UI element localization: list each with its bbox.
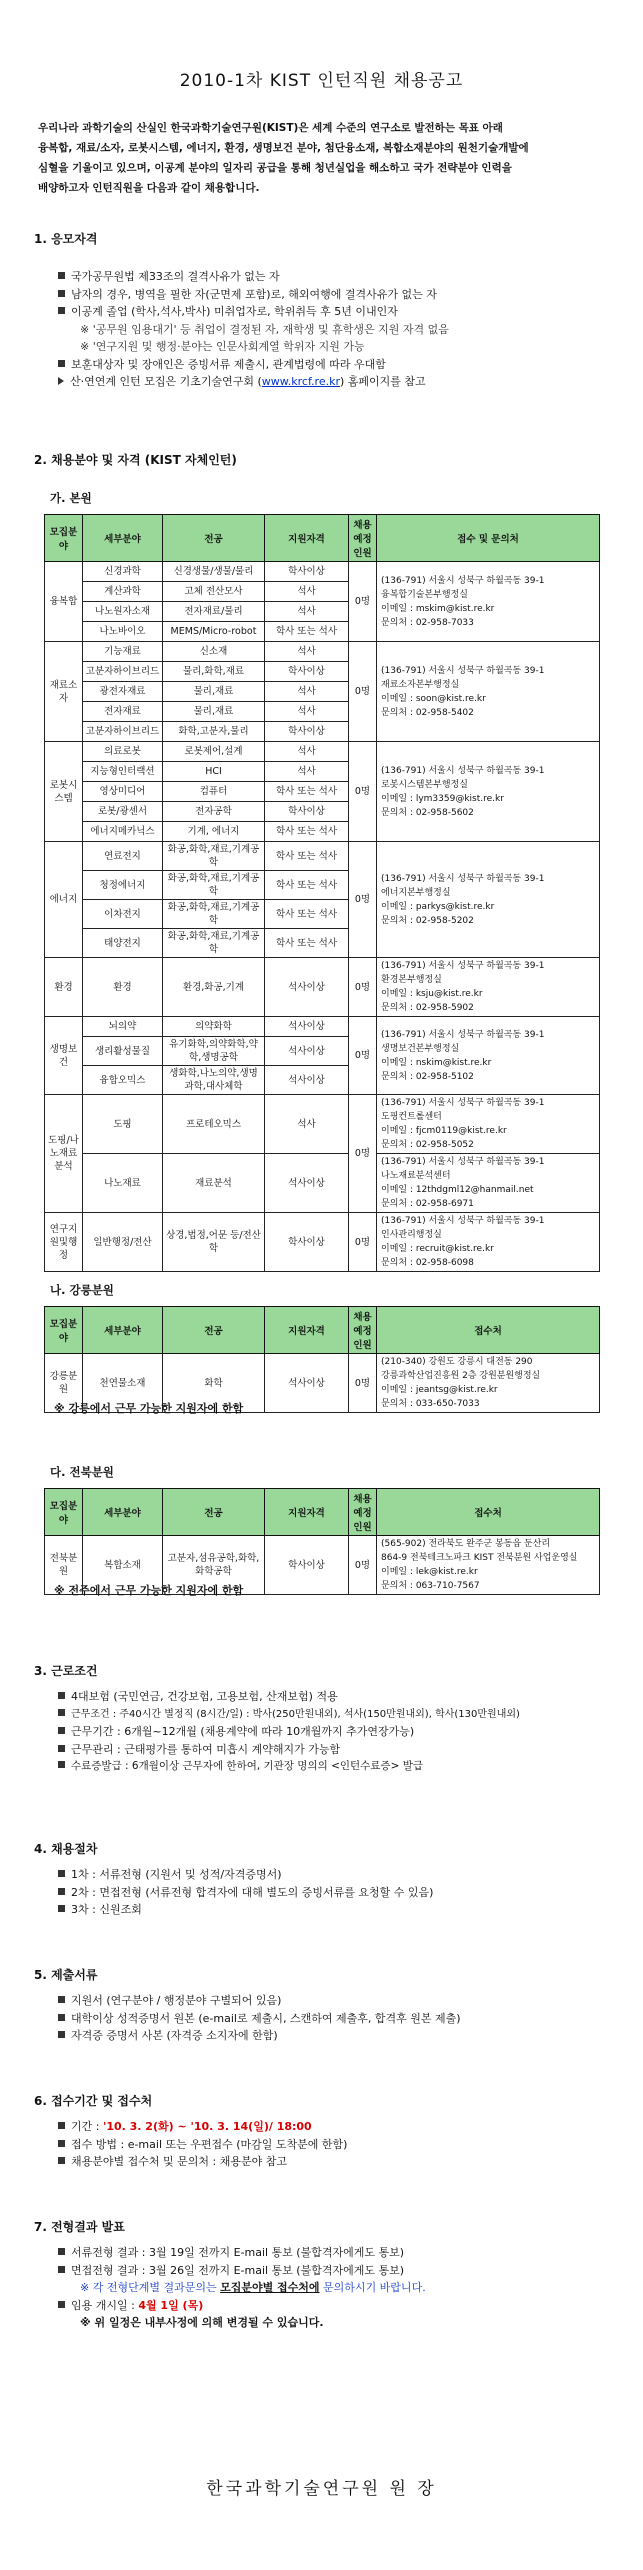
- list-item: 채용분야별 접수처 및 문의처 : 채용분야 참고: [58, 2153, 347, 2171]
- col-header: 지원자격: [265, 1307, 349, 1354]
- subfield-cell: 지능형인터랙션: [83, 762, 163, 782]
- field-cell: 생명보건: [45, 1017, 83, 1095]
- qualification-cell: 학사 또는 석사: [265, 900, 349, 929]
- field-cell: 환경: [45, 958, 83, 1017]
- section-heading-process: 4. 채용절차: [34, 1842, 98, 1856]
- list-item: 산·연연계 인턴 모집은 기초기술연구회 (www.krcf.re.kr) 홈페이지를 참고: [58, 373, 449, 391]
- table-header-row: [45, 1489, 600, 1536]
- qualification-cell: 학사 또는 석사: [265, 822, 349, 842]
- subfield-cell: 융합오믹스: [83, 1066, 163, 1095]
- field-cell: 연구지원및행정: [45, 1213, 83, 1272]
- major-cell: 전자재료/물리: [163, 602, 265, 622]
- subfield-cell: 의료로봇: [83, 742, 163, 762]
- table-row: [45, 1017, 600, 1037]
- email-link[interactable]: 이메일 : lek@kist.re.kr: [381, 1567, 478, 1577]
- square-bullet-icon: [58, 272, 65, 279]
- major-cell: HCI: [163, 762, 265, 782]
- subfield-cell: 연료전지: [83, 842, 163, 871]
- intro-line: 융복합, 재료/소자, 로봇시스템, 에너지, 환경, 생명보건 분야, 첨단융소재, 복합소재분야의 원천기술개발에: [38, 142, 529, 154]
- list-item: 근무관리 : 근태평가를 통하여 미흡시 계약해지가 가능함: [58, 1741, 520, 1759]
- section-heading-fields: 2. 채용분야 및 자격 (KIST 자체인턴): [34, 453, 237, 467]
- email-link[interactable]: 이메일 : recruit@kist.re.kr: [381, 1244, 494, 1254]
- square-bullet-icon: [58, 2014, 65, 2021]
- list-item: 임용 개시일 : 4월 1일 (목): [58, 2297, 426, 2315]
- field-cell: 강릉분원: [45, 1354, 83, 1413]
- count-cell: 0명: [349, 642, 377, 742]
- qualification-cell: 학사이상: [265, 802, 349, 822]
- results-list: [58, 2244, 426, 2332]
- subfield-cell: 고분자하이브리드: [83, 662, 163, 682]
- list-item: 4대보험 (국민연금, 건강보험, 고용보험, 산재보험) 적용: [58, 1688, 520, 1706]
- signature-line: 한국과학기술연구원 원 장: [206, 2479, 437, 2499]
- email-link[interactable]: 이메일 : jeantsg@kist.re.kr: [381, 1385, 498, 1395]
- major-cell: 기계, 에너지: [163, 822, 265, 842]
- subfield-cell: 생리활성물질: [83, 1037, 163, 1066]
- note-line: ※ '연구지원 및 행정·분야는 인문사회계열 학위자 지원 가능: [80, 340, 365, 353]
- field-cell: 재료소자: [45, 642, 83, 742]
- section-heading-documents: 5. 제출서류: [34, 1968, 98, 1982]
- subfield-cell: 환경: [83, 958, 163, 1017]
- gangneung-table: [44, 1306, 600, 1413]
- qualification-cell: 석사: [265, 642, 349, 662]
- documents-list: [58, 1992, 461, 2045]
- field-cell: 도핑/나노재료분석: [45, 1095, 83, 1213]
- square-bullet-icon: [58, 1727, 65, 1734]
- table-row: [45, 842, 600, 871]
- qualification-cell: 석사이상: [265, 1154, 349, 1213]
- major-cell: 화공,화학,재료,기계공학: [163, 842, 265, 871]
- major-cell: 환경,화공,기계: [163, 958, 265, 1017]
- subfield-cell: 이차전지: [83, 900, 163, 929]
- section-heading-conditions: 3. 근로조건: [34, 1664, 98, 1678]
- contact-cell: (136-791) 서울시 성북구 하월곡동 39-1 나노재료분석센터 이메일 : 12thdgml12@hanmail.net 문의처 : 02-958-6971: [377, 1154, 600, 1213]
- contact-cell: (136-791) 서울시 성북구 하월곡동 39-1 도핑컨트롤센터 이메일 : fjcm0119@kist.re.kr 문의처 : 02-958-5052: [377, 1095, 600, 1154]
- subheading-gangneung: 나. 강릉분원: [50, 1283, 114, 1297]
- contact-cell: (136-791) 서울시 성북구 하월곡동 39-1 로봇시스템본부행정실 이메일 : lym3359@kist.re.kr 문의처 : 02-958-5602: [377, 742, 600, 842]
- major-cell: 물리,재료: [163, 682, 265, 702]
- col-header: 지원자격: [265, 1489, 349, 1536]
- qualification-cell: 석사이상: [265, 1017, 349, 1037]
- list-item: 수료증발급 : 6개월이상 근무자에 한하여, 기관장 명의의 <인턴수료증> 발급: [58, 1758, 520, 1776]
- list-item: 지원서 (연구분야 / 행정분야 구별되어 있음): [58, 1992, 461, 2010]
- major-cell: 신경생물/생물/물리: [163, 562, 265, 582]
- list-item: 남자의 경우, 병역을 필한 자(군면제 포함)로, 해외여행에 결격사유가 없는 자: [58, 286, 449, 304]
- col-header: 전공: [163, 1307, 265, 1354]
- gangneung-note: ※ 강릉에서 근무 가능한 지원자에 한함: [54, 1402, 244, 1415]
- qualification-cell: 석사이상: [265, 1354, 349, 1413]
- table-row: [45, 1095, 600, 1154]
- qualification-cell: 학사 또는 석사: [265, 871, 349, 900]
- main-campus-table: [44, 514, 600, 1272]
- section-heading-eligibility: 1. 응모자격: [34, 232, 98, 246]
- major-cell: 로봇제어,설계: [163, 742, 265, 762]
- list-item: 국가공무원법 제33조의 결격사유가 없는 자: [58, 268, 449, 286]
- square-bullet-icon: [58, 1905, 65, 1912]
- page-title: 2010-1차 KIST 인턴직원 채용공고: [179, 71, 464, 91]
- field-cell: 에너지: [45, 842, 83, 958]
- email-link[interactable]: 이메일 : fjcm0119@kist.re.kr: [381, 1126, 507, 1136]
- subfield-cell: 기능재료: [83, 642, 163, 662]
- subfield-cell: 신경과학: [83, 562, 163, 582]
- list-item: 2차 : 면접전형 (서류전형 합격자에 대해 별도의 증빙서류를 요청할 수 있음): [58, 1884, 433, 1902]
- field-cell: 로봇시스템: [45, 742, 83, 842]
- list-item: 근무조건 : 주40시간 별정직 (8시간/일) : 박사(250만원내외), 석사(150만원내외), 학사(130만원내외): [58, 1706, 520, 1724]
- qualification-cell: 학사이상: [265, 1213, 349, 1272]
- square-bullet-icon: [58, 290, 65, 297]
- table-row: [45, 1213, 600, 1272]
- subheading-main-campus: 가. 본원: [50, 491, 92, 505]
- qualification-cell: 학사이상: [265, 662, 349, 682]
- qualification-cell: 석사이상: [265, 1066, 349, 1095]
- email-link[interactable]: 이메일 : lym3359@kist.re.kr: [381, 793, 504, 804]
- contact-cell: (136-791) 서울시 성북구 하월곡동 39-1 생명보건본부행정실 이메일 : nskim@kist.re.kr 문의처 : 02-958-5102: [377, 1017, 600, 1095]
- qualification-cell: 석사: [265, 742, 349, 762]
- table-row: [45, 642, 600, 662]
- table-row: [45, 958, 600, 1017]
- major-cell: 화공,화학,재료,기계공학: [163, 900, 265, 929]
- table-header-row: [45, 1307, 600, 1354]
- contact-cell: (210-340) 강원도 강릉시 대전동 290 강릉과학산업진흥원 2층 강원분원행정실 이메일 : jeantsg@kist.re.kr 문의처 : 033-650-7033: [377, 1354, 600, 1413]
- square-bullet-icon: [58, 1692, 65, 1699]
- major-cell: MEMS/Micro-robot: [163, 622, 265, 642]
- note-line: ※ '공무원 임용대기' 등 취업이 결정된 자, 재학생 및 휴학생은 지원 자격 없음: [80, 322, 449, 336]
- section-heading-period: 6. 접수기간 및 접수처: [34, 2094, 153, 2108]
- count-cell: 0명: [349, 1536, 377, 1595]
- qualification-cell: 석사: [265, 702, 349, 722]
- subfield-cell: 나노원자소재: [83, 602, 163, 622]
- list-item: 보훈대상자 및 장애인은 증빙서류 제출시, 관계법령에 따라 우대함: [58, 356, 449, 374]
- subfield-cell: 고분자하이브리드: [83, 722, 163, 742]
- schedule-note: ※ 위 일정은 내부사정에 의해 변경될 수 있습니다.: [80, 2316, 324, 2329]
- qualification-cell: 학사 또는 석사: [265, 842, 349, 871]
- contact-cell: (136-791) 서울시 성북구 하월곡동 39-1 재료소자본부행정실 이메일 : soon@kist.re.kr 문의처 : 02-958-5402: [377, 642, 600, 742]
- eligibility-list: [58, 268, 449, 391]
- list-item: 근무기간 : 6개월~12개월 (채용계약에 따라 10개월까지 추가연장가능): [58, 1723, 520, 1741]
- major-cell: 화공,화학,재료,기계공학: [163, 929, 265, 958]
- col-header: 세부분야: [83, 1489, 163, 1536]
- square-bullet-icon: [58, 2140, 65, 2147]
- col-header: 전공: [163, 515, 265, 562]
- qualification-cell: 석사: [265, 582, 349, 602]
- subfield-cell: 뇌의약: [83, 1017, 163, 1037]
- qualification-cell: 석사: [265, 1095, 349, 1154]
- count-cell: 0명: [349, 842, 377, 958]
- email-link[interactable]: 이메일 : mskim@kist.re.kr: [381, 603, 495, 614]
- col-header: 모집분야: [45, 515, 83, 562]
- square-bullet-icon: [58, 2031, 65, 2038]
- table-row: [45, 742, 600, 762]
- qualification-cell: 학사이상: [265, 562, 349, 582]
- major-cell: 화학: [163, 1354, 265, 1413]
- major-cell: 고체 전산모사: [163, 582, 265, 602]
- square-bullet-icon: [58, 1709, 65, 1716]
- col-header: 채용예정인원: [349, 1489, 377, 1536]
- intro-line: 심혈을 기울이고 있으며, 이공계 분야의 일자리 공급을 통해 청년실업을 해소하고 국가 전략분야 인력을: [38, 162, 512, 174]
- list-item: 대학이상 성적증명서 원본 (e-mail로 제출시, 스캔하여 제출후, 합격후 원본 제출): [58, 2010, 461, 2028]
- arrow-bullet-icon: [58, 377, 64, 385]
- col-header: 채용예정인원: [349, 1307, 377, 1354]
- square-bullet-icon: [58, 1761, 65, 1768]
- major-cell: 화공,화학,재료,기계공학: [163, 871, 265, 900]
- contact-cell: (136-791) 서울시 성북구 하월곡동 39-1 융복합기술본부행정실 이메일 : mskim@kist.re.kr 문의처 : 02-958-7033: [377, 562, 600, 642]
- table-row: [45, 1154, 600, 1213]
- process-list: [58, 1866, 433, 1919]
- application-period: '10. 3. 2(화) ~ '10. 3. 14(일)/ 18:00: [102, 2120, 312, 2133]
- subfield-cell: 나노바이오: [83, 622, 163, 642]
- subfield-cell: 영상미디어: [83, 782, 163, 802]
- square-bullet-icon: [58, 2266, 65, 2273]
- email-link[interactable]: 이메일 : soon@kist.re.kr: [381, 693, 486, 704]
- qualification-cell: 석사: [265, 602, 349, 622]
- subfield-cell: 청정에너지: [83, 871, 163, 900]
- count-cell: 0명: [349, 1213, 377, 1272]
- subfield-cell: 전자재료: [83, 702, 163, 722]
- list-item: 면접전형 결과 : 3월 26일 전까지 E-mail 통보 (불합격자에게도 통보): [58, 2262, 426, 2280]
- list-item: 이공계 졸업 (학사,석사,박사) 미취업자로, 학위취득 후 5년 이내인자: [58, 303, 449, 321]
- field-cell: 전북분원: [45, 1536, 83, 1595]
- subfield-cell: 로봇/광센서: [83, 802, 163, 822]
- count-cell: 0명: [349, 1095, 377, 1213]
- list-item: 접수 방법 : e-mail 또는 우편접수 (마감일 도착분에 한함): [58, 2136, 347, 2154]
- intro-line: 우리나라 과학기술의 산실인 한국과학기술연구원(KIST)은 세계 수준의 연구소로 발전하는 목표 아래: [38, 122, 503, 134]
- major-cell: 물리,화학,재료: [163, 662, 265, 682]
- square-bullet-icon: [58, 360, 65, 367]
- qualification-cell: 석사: [265, 762, 349, 782]
- start-date: 4월 1일 (목): [138, 2298, 204, 2312]
- conditions-list: [58, 1688, 520, 1776]
- major-cell: 물리,재료: [163, 702, 265, 722]
- count-cell: 0명: [349, 1354, 377, 1413]
- count-cell: 0명: [349, 562, 377, 642]
- subfield-cell: 천연물소재: [83, 1354, 163, 1413]
- major-cell: 재료분석: [163, 1154, 265, 1213]
- col-header: 접수 및 문의처: [377, 515, 600, 562]
- jeonbuk-note: ※ 전주에서 근무 가능한 지원자에 한함: [54, 1584, 244, 1597]
- list-item: 서류전형 결과 : 3월 19일 전까지 E-mail 통보 (불합격자에게도 통보): [58, 2244, 426, 2262]
- qualification-cell: 학사이상: [265, 722, 349, 742]
- subfield-cell: 광전자재료: [83, 682, 163, 702]
- count-cell: 0명: [349, 1017, 377, 1095]
- subfield-cell: 도핑: [83, 1095, 163, 1154]
- section-heading-results: 7. 전형결과 발표: [34, 2220, 125, 2234]
- qualification-cell: 석사이상: [265, 958, 349, 1017]
- table-row: [45, 562, 600, 582]
- qualification-cell: 학사 또는 석사: [265, 929, 349, 958]
- col-header: 모집분야: [45, 1489, 83, 1536]
- intro-line: 배양하고자 인턴직원을 다음과 같이 채용합니다.: [38, 182, 260, 194]
- square-bullet-icon: [58, 1870, 65, 1877]
- major-cell: 화학,고분자,물리: [163, 722, 265, 742]
- intro-paragraph: [38, 118, 608, 198]
- square-bullet-icon: [58, 1745, 65, 1752]
- email-link[interactable]: 이메일 : nskim@kist.re.kr: [381, 1057, 492, 1068]
- list-item: 기간 : '10. 3. 2(화) ~ '10. 3. 14(일)/ 18:00: [58, 2118, 347, 2136]
- qualification-cell: 석사이상: [265, 1037, 349, 1066]
- count-cell: 0명: [349, 958, 377, 1017]
- square-bullet-icon: [58, 2157, 65, 2164]
- col-header: 전공: [163, 1489, 265, 1536]
- major-cell: 신소재: [163, 642, 265, 662]
- subfield-cell: 계산과학: [83, 582, 163, 602]
- major-cell: 의약화학: [163, 1017, 265, 1037]
- square-bullet-icon: [58, 2122, 65, 2129]
- krcf-link[interactable]: www.krcf.re.kr: [261, 375, 340, 388]
- list-item: 3차 : 신원조회: [58, 1901, 433, 1919]
- email-link[interactable]: 이메일 : ksju@kist.re.kr: [381, 989, 483, 999]
- table-header-row: [45, 515, 600, 562]
- list-item: 자격증 증명서 사본 (자격증 소지자에 한함): [58, 2027, 461, 2045]
- period-list: [58, 2118, 347, 2171]
- col-header: 접수처: [377, 1489, 600, 1536]
- email-link[interactable]: 이메일 : parkys@kist.re.kr: [381, 901, 495, 912]
- note-line: ※ 각 전형단계별 결과문의는 모집분야별 접수처에 문의하시기 바랍니다.: [80, 2281, 426, 2294]
- contact-cell: (565-902) 전라북도 완주군 봉동읍 둔산리 864-9 전북테크노파크 KIST 전북분원 사업운영실 이메일 : lek@kist.re.kr 문의처 : 063-710-7567: [377, 1536, 600, 1595]
- square-bullet-icon: [58, 1888, 65, 1895]
- qualification-cell: 학사이상: [265, 1536, 349, 1595]
- subfield-cell: 에너지메카닉스: [83, 822, 163, 842]
- col-header: 세부분야: [83, 1307, 163, 1354]
- square-bullet-icon: [58, 307, 65, 314]
- subfield-cell: 나노재료: [83, 1154, 163, 1213]
- email-link[interactable]: 이메일 : 12thdgml12@hanmail.net: [381, 1185, 534, 1195]
- square-bullet-icon: [58, 1996, 65, 2003]
- contact-cell: (136-791) 서울시 성북구 하월곡동 39-1 에너지본부행정실 이메일 : parkys@kist.re.kr 문의처 : 02-958-5202: [377, 842, 600, 958]
- jeonbuk-table: [44, 1488, 600, 1595]
- major-cell: 유기화학,의약화학,약학,생명공학: [163, 1037, 265, 1066]
- col-header: 세부분야: [83, 515, 163, 562]
- major-cell: 상경,법정,어문 등/전산학: [163, 1213, 265, 1272]
- contact-cell: (136-791) 서울시 성북구 하월곡동 39-1 환경본부행정실 이메일 : ksju@kist.re.kr 문의처 : 02-958-5902: [377, 958, 600, 1017]
- major-cell: 프로테오믹스: [163, 1095, 265, 1154]
- square-bullet-icon: [58, 2248, 65, 2255]
- subfield-cell: 일반행정/전산: [83, 1213, 163, 1272]
- subfield-cell: 태양전지: [83, 929, 163, 958]
- square-bullet-icon: [58, 2301, 65, 2308]
- col-header: 채용예정인원: [349, 515, 377, 562]
- qualification-cell: 석사: [265, 682, 349, 702]
- subheading-jeonbuk: 다. 전북분원: [50, 1465, 114, 1479]
- major-cell: 고분자,섬유공학,화학,화학공학: [163, 1536, 265, 1595]
- contact-cell: (136-791) 서울시 성북구 하월곡동 39-1 인사관리행정실 이메일 : recruit@kist.re.kr 문의처 : 02-958-6098: [377, 1213, 600, 1272]
- col-header: 모집분야: [45, 1307, 83, 1354]
- col-header: 접수처: [377, 1307, 600, 1354]
- list-item: 1차 : 서류전형 (지원서 및 성적/자격증명서): [58, 1866, 433, 1884]
- major-cell: 전자공학: [163, 802, 265, 822]
- subfield-cell: 복합소재: [83, 1536, 163, 1595]
- qualification-cell: 학사 또는 석사: [265, 622, 349, 642]
- major-cell: 생화학,나노의약,생명과학,대사체학: [163, 1066, 265, 1095]
- field-cell: 융복합: [45, 562, 83, 642]
- col-header: 지원자격: [265, 515, 349, 562]
- count-cell: 0명: [349, 742, 377, 842]
- major-cell: 컴퓨터: [163, 782, 265, 802]
- qualification-cell: 학사 또는 석사: [265, 782, 349, 802]
